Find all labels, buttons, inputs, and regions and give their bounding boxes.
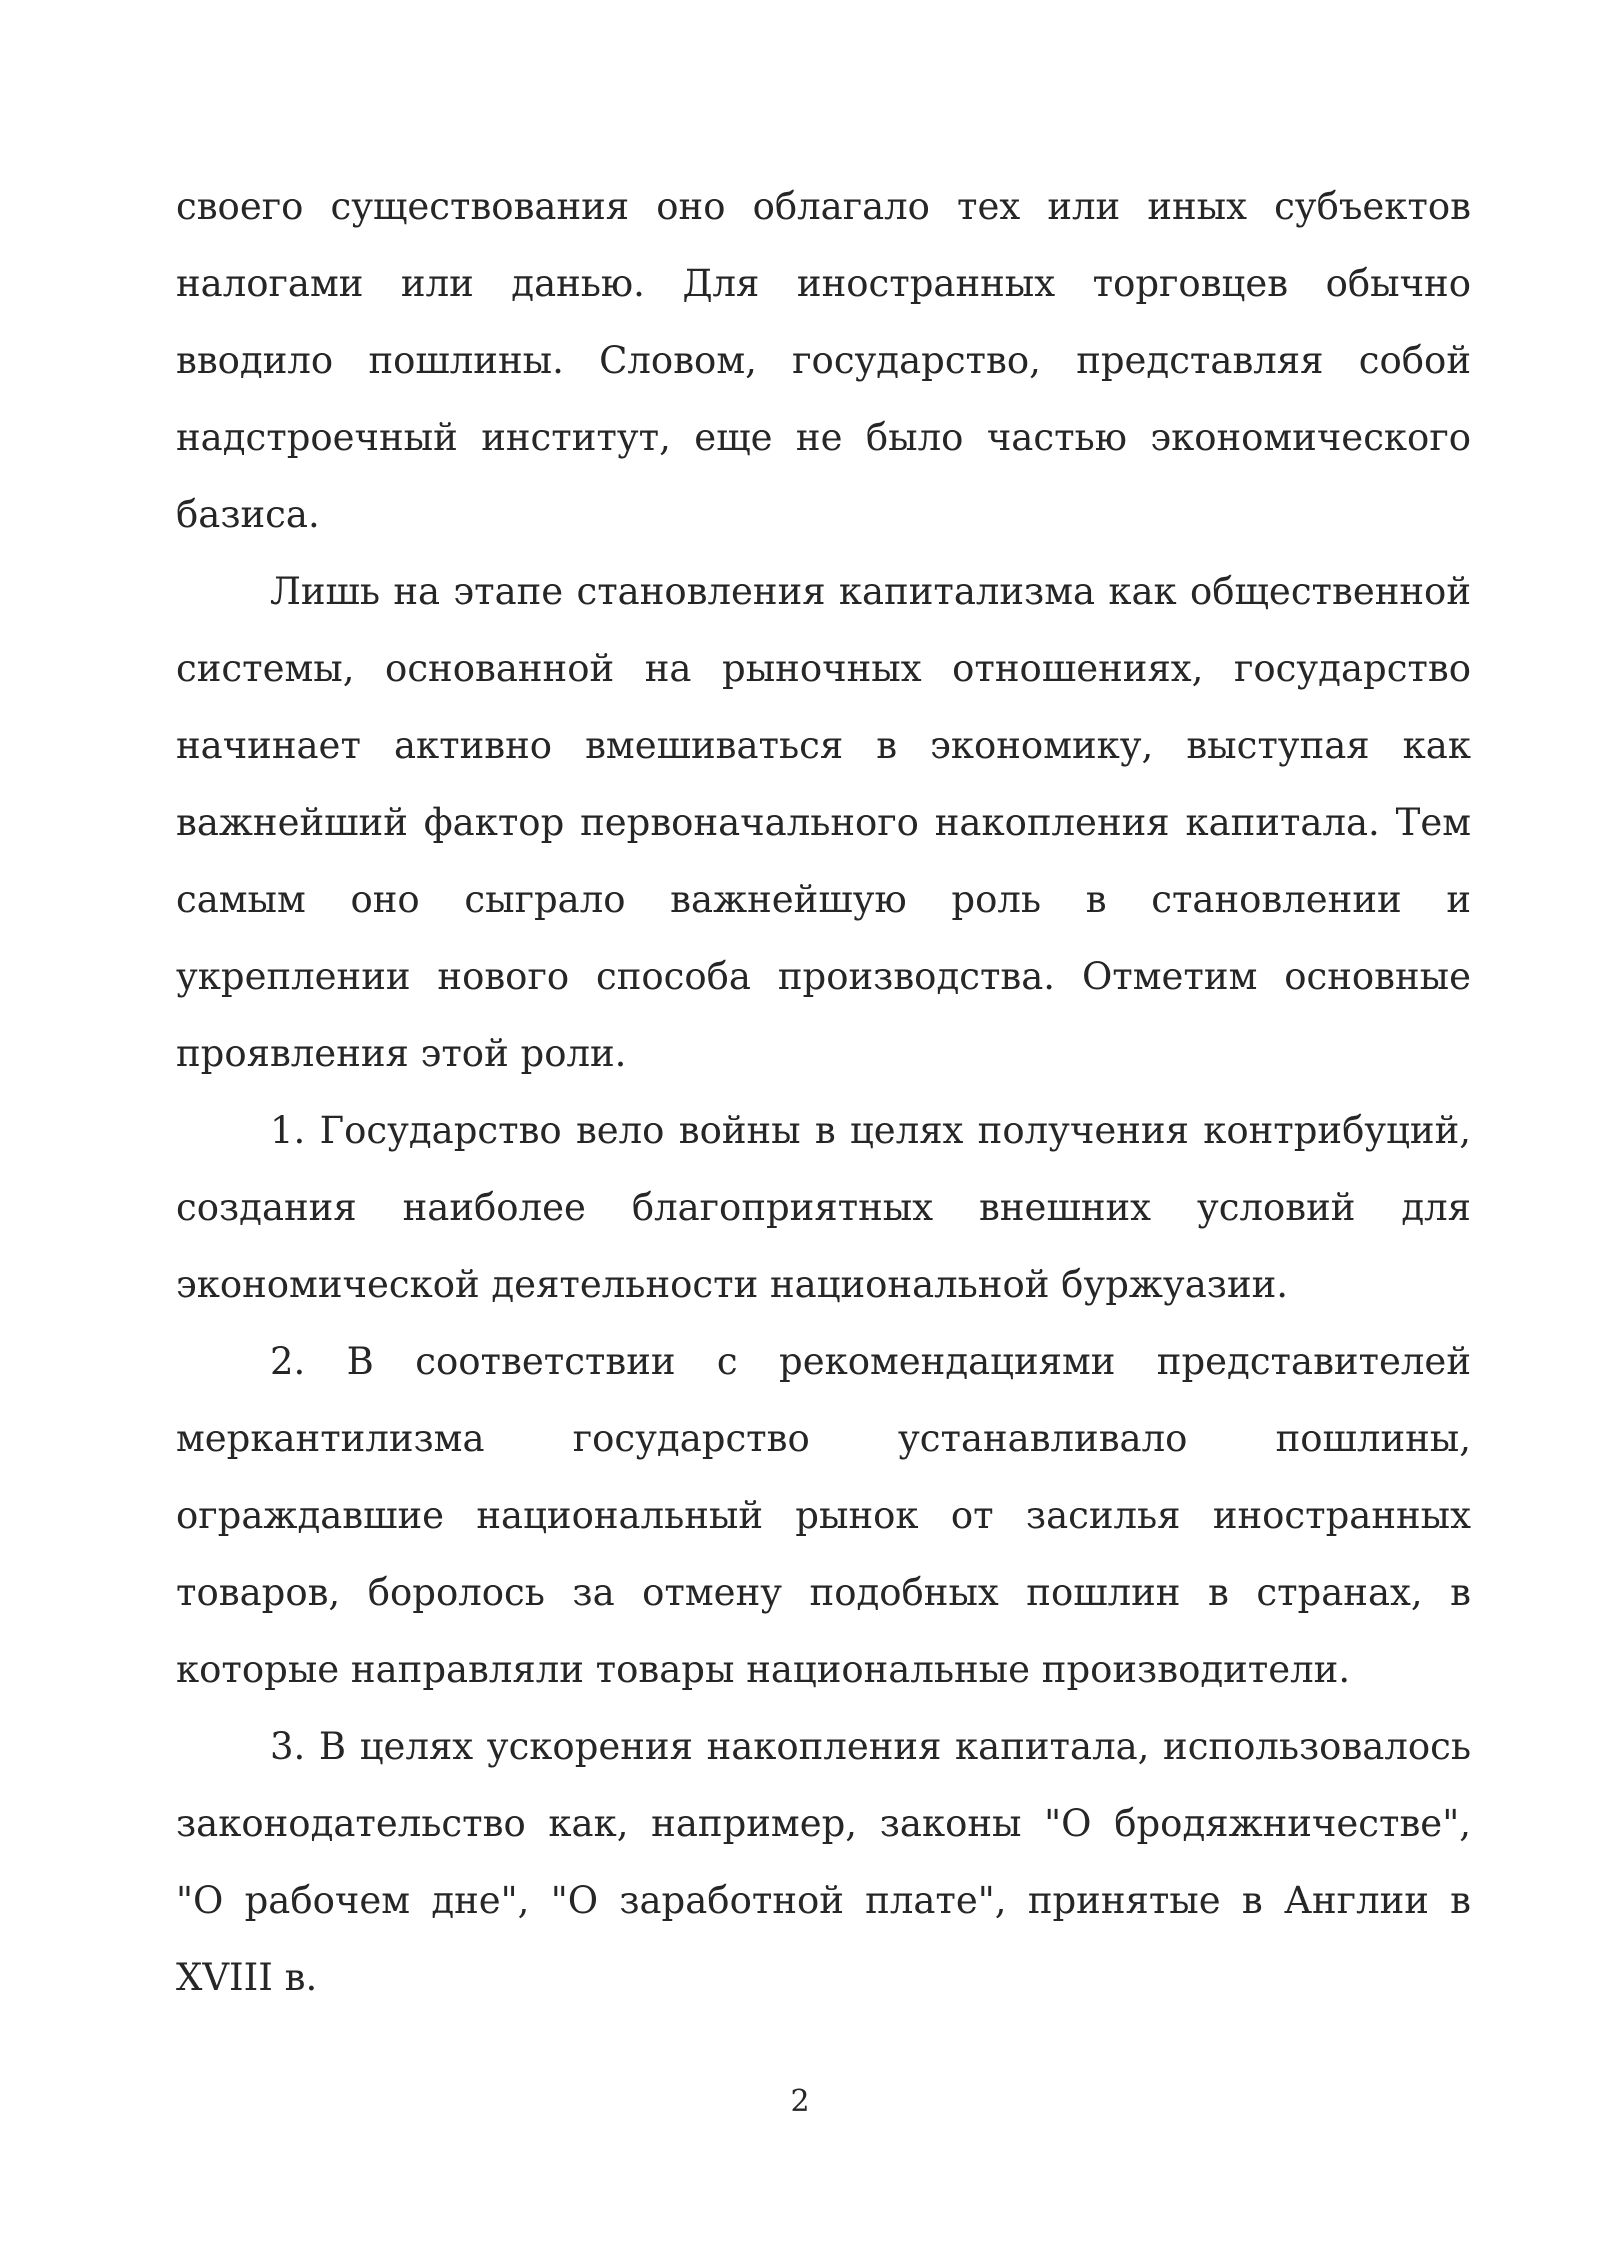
list-item-wars: 1. Государство вело войны в целях получения контрибуций, создания наиболее благоприятных внешних условий для экономической деятельности национальной буржуазии. bbox=[176, 1109, 1471, 1306]
body-text bbox=[176, 168, 1471, 2016]
page-number: 2 bbox=[790, 2084, 810, 2119]
paragraph-continuation: своего существования оно облагало тех или иных субъектов налогами или данью. Для иностранных торговцев обычно вводило пошлины. Словом, государство, представляя собой надстроечный институт, еще не было частью экономического базиса. bbox=[176, 185, 1471, 536]
list-item-legislation: 3. В целях ускорения накопления капитала, использовалось законодательство как, например, законы "О бродяжничестве", "О рабочем дне", "О заработной плате", принятые в Англии в XVIII в. bbox=[176, 1725, 1471, 1999]
list-item-duties: 2. В соответствии с рекомендациями представителей меркантилизма государство устанавливало пошлины, ограждавшие национальный рынок от засилья иностранных товаров, боролось за отмену подобных пошлин в странах, в которые направляли товары национальные производители. bbox=[176, 1340, 1471, 1691]
paragraph-capitalism-intro: Лишь на этапе становления капитализма как общественной системы, основанной на рыночных отношениях, государство начинает активно вмешиваться в экономику, выступая как важнейший фактор первоначального накопления капитала. Тем самым оно сыграло важнейшую роль в становлении и укреплении нового способа производства. Отметим основные проявления этой роли. bbox=[176, 570, 1471, 1075]
